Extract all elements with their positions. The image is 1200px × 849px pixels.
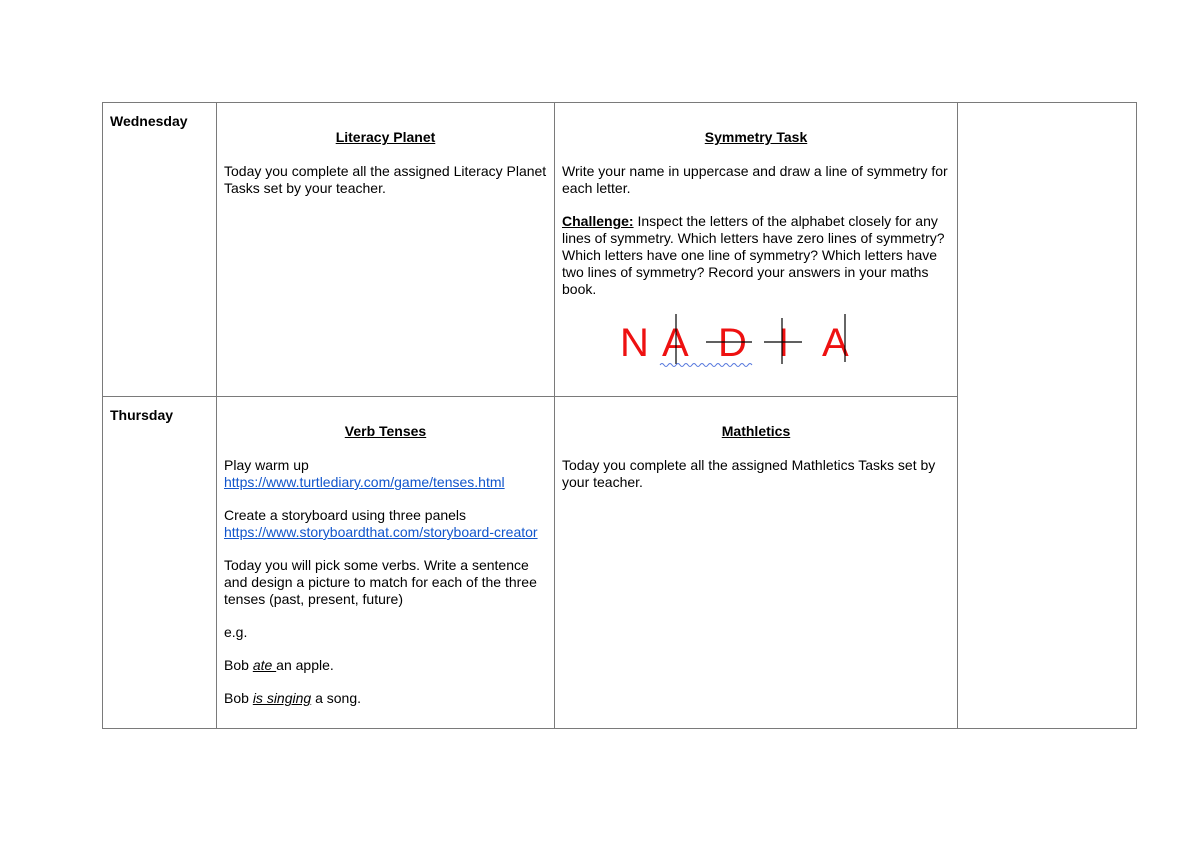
letter-d: D xyxy=(718,321,747,365)
example-sentence-2 xyxy=(224,690,547,707)
day-label-thursday: Thursday xyxy=(103,397,217,729)
challenge-text: Inspect the letters of the alphabet closely for any lines of symmetry. Which letters have zero lines of symmetry? Which letters have one line of symmetry? Which letters have two lines of symmetry? Record your answers in your maths book. xyxy=(562,213,945,297)
literacy-planet-text: Today you complete all the assigned Literacy Planet Tasks set by your teacher. xyxy=(224,163,547,196)
eg-label: e.g. xyxy=(224,624,248,640)
cell-mathletics xyxy=(555,397,958,729)
letter-i: I xyxy=(778,321,790,365)
example-1-object: an apple. xyxy=(276,657,334,673)
storyboard-block xyxy=(224,507,547,541)
cell-literacy-planet xyxy=(217,103,555,397)
example-1-subject: Bob xyxy=(224,657,253,673)
heading-literacy-planet: Literacy Planet xyxy=(335,129,436,145)
letter-a-1: A xyxy=(662,321,689,365)
example-2-object: a song. xyxy=(311,690,362,706)
mathletics-text: Today you complete all the assigned Mathletics Tasks set by your teacher. xyxy=(562,457,936,490)
nadia-symmetry-image xyxy=(612,312,862,368)
table-row-wednesday xyxy=(103,103,1137,397)
letter-a-2: A xyxy=(822,321,849,365)
example-1-verb: ate xyxy=(252,657,277,673)
warmup-text: Play warm up xyxy=(224,457,309,473)
example-2-verb: is singing xyxy=(252,690,312,706)
cell-verb-tenses xyxy=(217,397,555,729)
warmup-block xyxy=(224,457,547,491)
weekly-plan-table xyxy=(102,102,1137,729)
letter-n: N xyxy=(620,321,649,365)
cell-empty-column xyxy=(958,103,1137,729)
storyboard-text: Create a storyboard using three panels xyxy=(224,507,467,523)
heading-symmetry-task: Symmetry Task xyxy=(704,129,808,145)
verb-task-text: Today you will pick some verbs. Write a sentence and design a picture to match for each of the three tenses (past, present, future) xyxy=(224,557,537,607)
heading-mathletics: Mathletics xyxy=(721,423,791,439)
example-2-subject: Bob xyxy=(224,690,253,706)
symmetry-intro-text: Write your name in uppercase and draw a line of symmetry for each letter. xyxy=(562,163,948,196)
turtlediary-link[interactable]: https://www.turtlediary.com/game/tenses.html xyxy=(224,474,505,490)
symmetry-name-example xyxy=(612,312,950,372)
example-sentence-1 xyxy=(224,657,547,674)
heading-verb-tenses: Verb Tenses xyxy=(344,423,427,439)
challenge-label: Challenge: xyxy=(562,213,634,229)
symmetry-lines xyxy=(676,314,845,364)
cell-symmetry-task xyxy=(555,103,958,397)
storyboardthat-link[interactable]: https://www.storyboardthat.com/storyboard-creator xyxy=(224,524,538,540)
symmetry-challenge xyxy=(562,213,950,298)
day-label-wednesday: Wednesday xyxy=(103,103,217,397)
